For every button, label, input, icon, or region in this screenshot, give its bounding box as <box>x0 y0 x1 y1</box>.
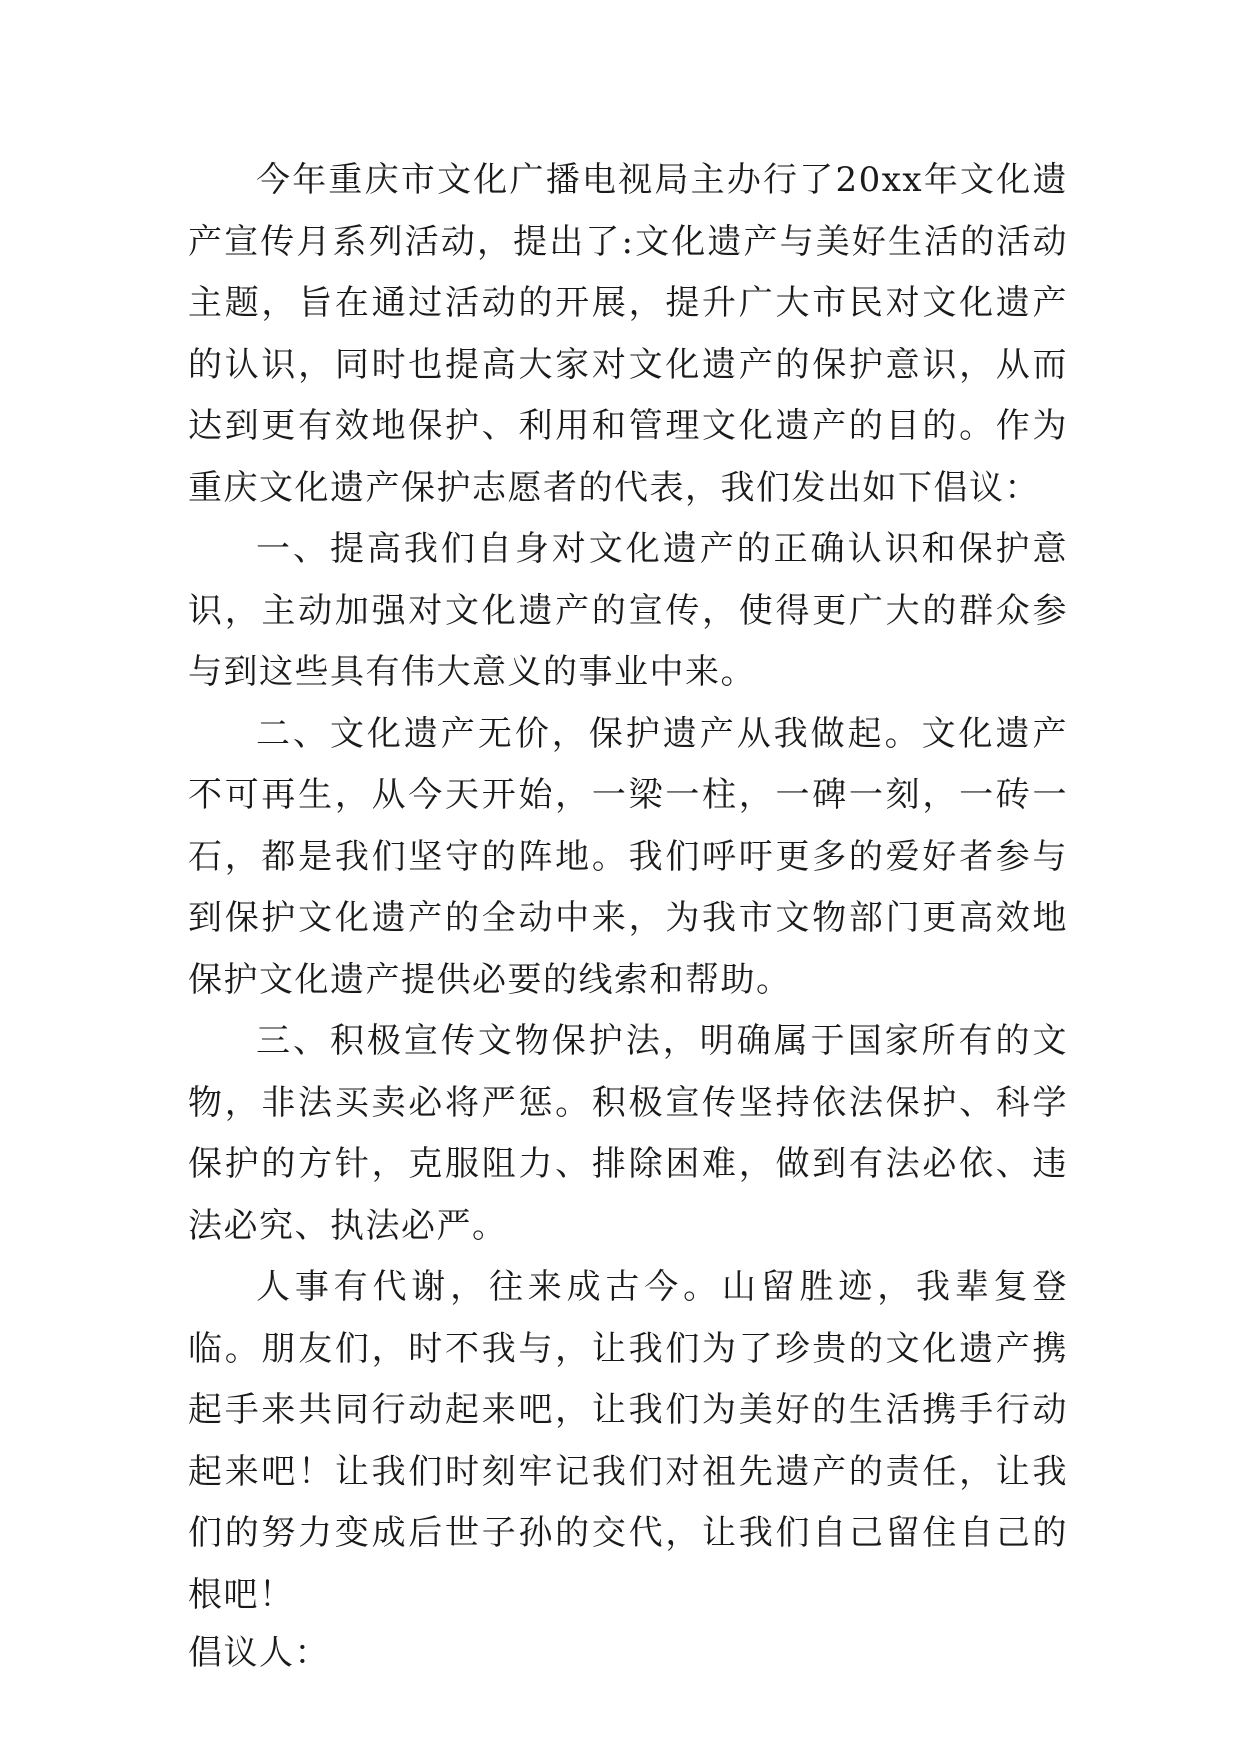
paragraph-intro: 今年重庆市文化广播电视局主办行了20xx年文化遗产宣传月系列活动，提出了:文化遗产与美好生活的活动主题，旨在通过活动的开展，提升广大市民对文化遗产的认识，同时也提高大家对文化遗产的保护意识，从而达到更有效地保护、利用和管理文化遗产的目的。作为重庆文化遗产保护志愿者的代表，我们发出如下倡议： <box>188 160 1068 508</box>
paragraph-proposal-1: 一、提高我们自身对文化遗产的正确认识和保护意识，主动加强对文化遗产的宣传，使得更广大的群众参与到这些具有伟大意义的事业中来。 <box>188 529 1068 692</box>
document-body <box>188 150 1068 1680</box>
paragraph-proposal-2: 二、文化遗产无价，保护遗产从我做起。文化遗产不可再生，从今天开始，一梁一柱，一碑一刻，一砖一石，都是我们坚守的阵地。我们呼吁更多的爱好者参与到保护文化遗产的全动中来，为我市文物部门更高效地保护文化遗产提供必要的线索和帮助。 <box>188 713 1068 1000</box>
paragraph-closing: 人事有代谢，往来成古今。山留胜迹，我辈复登临。朋友们，时不我与，让我们为了珍贵的文化遗产携起手来共同行动起来吧，让我们为美好的生活携手行动起来吧！让我们时刻牢记我们对祖先遗产的责任，让我们的努力变成后世子孙的交代，让我们自己留住自己的根吧！ <box>188 1267 1068 1615</box>
signature-label: 倡议人： <box>188 1633 330 1673</box>
paragraph-proposal-3: 三、积极宣传文物保护法，明确属于国家所有的文物，非法买卖必将严惩。积极宣传坚持依法保护、科学保护的方针，克服阻力、排除困难，做到有法必依、违法必究、执法必严。 <box>188 1021 1068 1246</box>
